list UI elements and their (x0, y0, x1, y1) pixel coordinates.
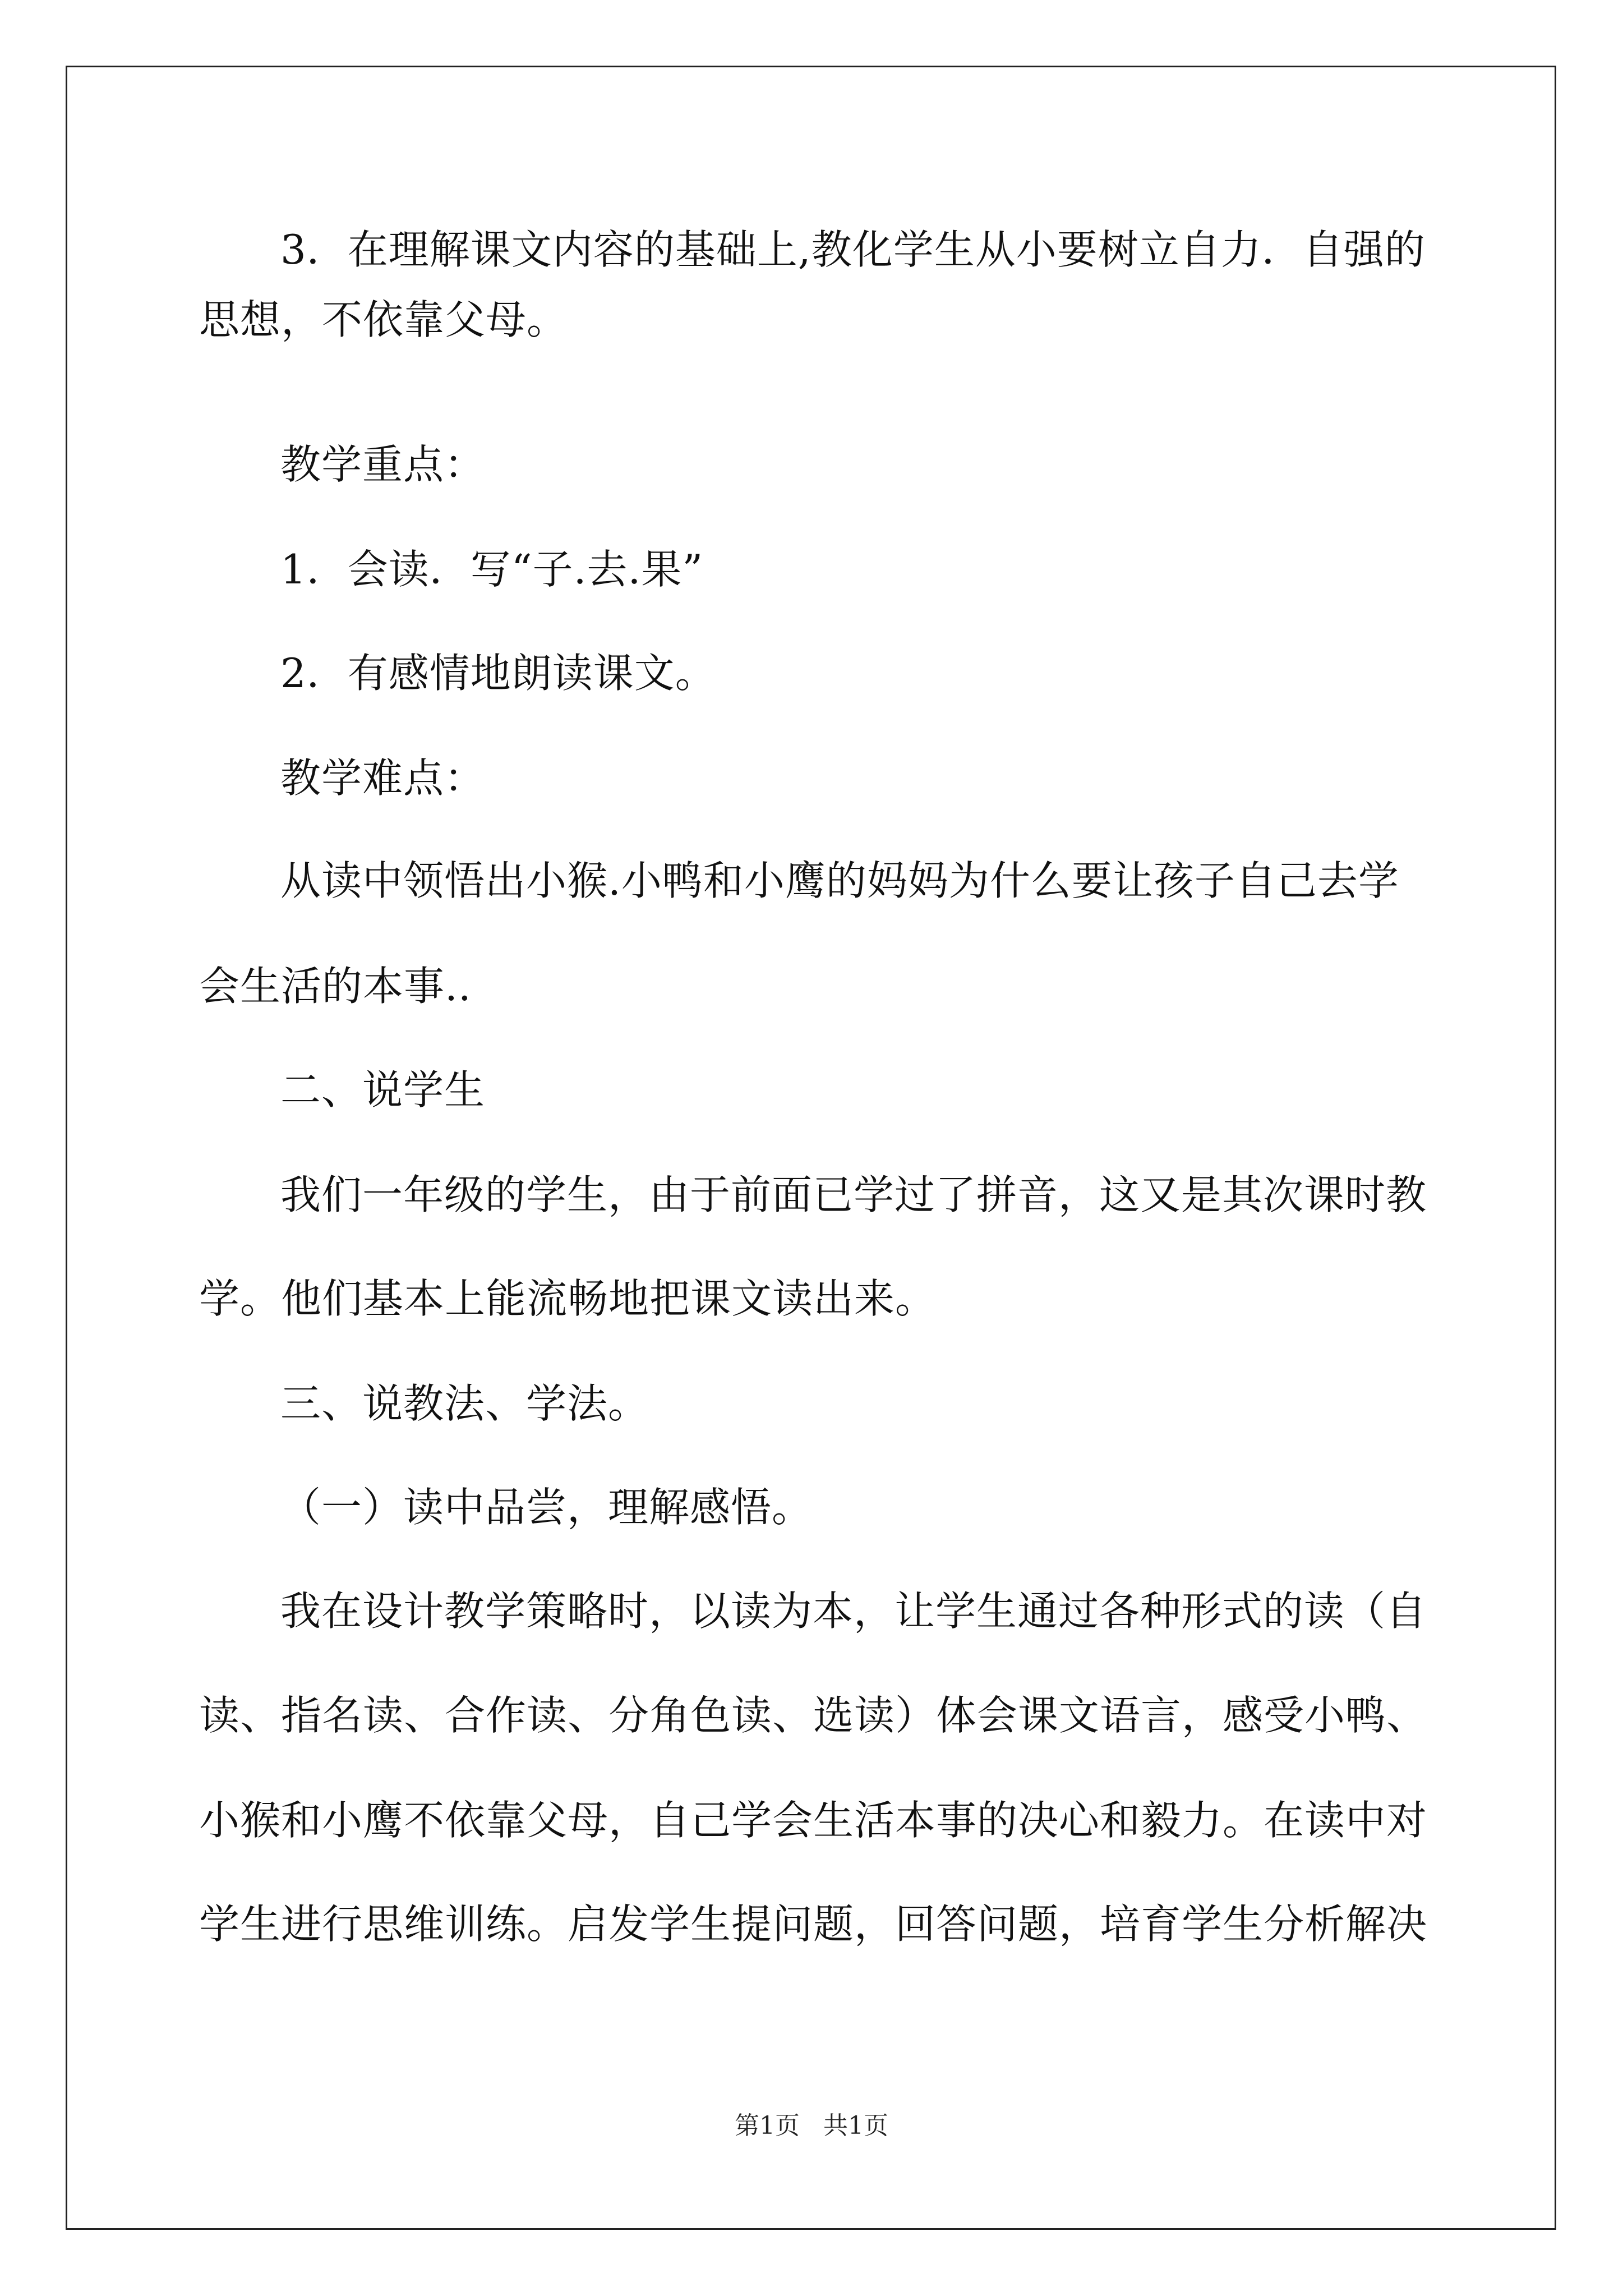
paragraph-strategy-line-4: 学生进行思维训练。启发学生提问题，回答问题，培育学生分析解决 (199, 1901, 1428, 1948)
paragraph-goal-3: 3．在理解课文内容的基础上,教化学生从小要树立自力．自强的 (280, 226, 1426, 273)
paragraph-students: 我们一年级的学生，由于前面已学过了拼音，这又是其次课时教 (280, 1171, 1427, 1218)
paragraph-difficulty-cont: 会生活的本事.. (199, 963, 472, 1010)
paragraph-difficulty: 从读中领悟出小猴.小鸭和小鹰的妈妈为什么要让孩子自己去学 (280, 857, 1399, 904)
paragraph-goal-3-cont: 思想，不依靠父母。 (199, 296, 568, 343)
paragraph-strategy-line-3: 小猴和小鹰不依靠父母，自己学会生活本事的决心和毅力。在读中对 (199, 1797, 1428, 1844)
heading-students: 二、说学生 (280, 1066, 486, 1114)
subheading-reading: （一）读中品尝，理解感悟。 (280, 1484, 813, 1531)
heading-methods: 三、说教法、学法。 (280, 1380, 649, 1427)
heading-teaching-difficulty: 教学难点： (280, 754, 486, 802)
paragraph-strategy-line-2: 读、指名读、合作读、分角色读、选读）体会课文语言，感受小鸭、 (199, 1692, 1428, 1739)
focus-item-1: 1．会读．写“子.去.果” (280, 546, 704, 593)
paragraph-students-cont: 学。他们基本上能流畅地把课文读出来。 (199, 1275, 937, 1322)
focus-item-2: 2．有感情地朗读课文。 (280, 650, 716, 697)
paragraph-strategy: 我在设计教学策略时，以读为本，让学生通过各种形式的读（自 (280, 1588, 1427, 1635)
heading-teaching-focus: 教学重点： (280, 441, 486, 488)
page-footer: 第1页 共1页 (735, 2111, 888, 2140)
